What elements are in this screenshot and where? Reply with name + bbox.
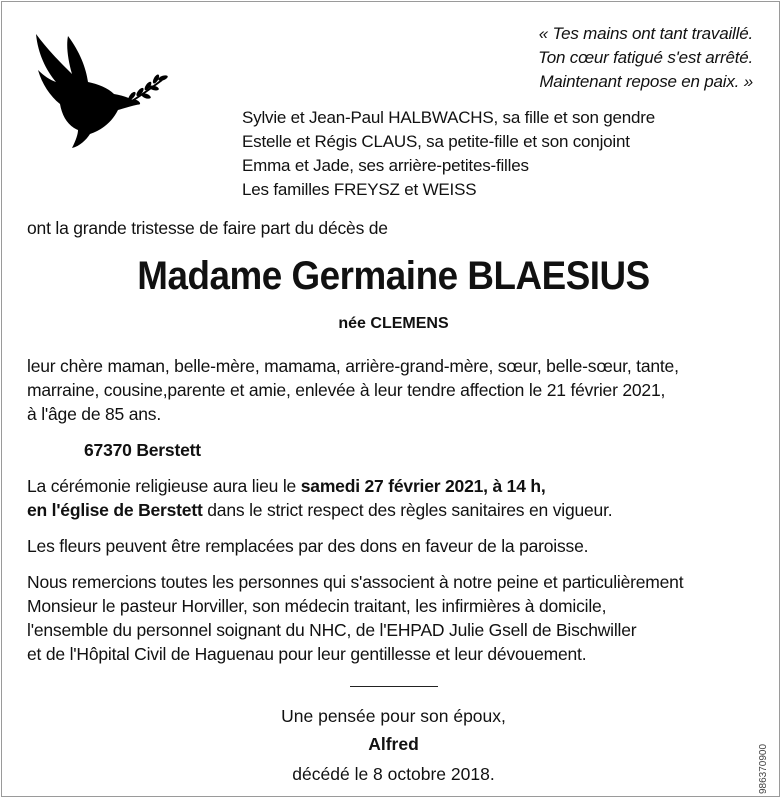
flowers-text: Les fleurs peuvent être remplacées par des dons en faveur de la paroisse.: [27, 536, 589, 556]
ceremony-place: en l'église de Berstett: [27, 500, 203, 520]
ceremony-line-2: [27, 498, 612, 522]
announcement-text: ont la grande tristesse de faire part du décès de: [27, 218, 388, 238]
thanks-line: Nous remercions toutes les personnes qui s'associent à notre peine et particulièrement: [27, 572, 684, 592]
memory-line: décédé le 8 octobre 2018.: [292, 764, 495, 784]
spouse-name: Alfred: [368, 734, 419, 754]
deceased-name: Madame Germaine BLAESIUS: [137, 254, 650, 298]
ceremony-text: La cérémonie religieuse aura lieu le: [27, 476, 301, 496]
maiden-name: née CLEMENS: [338, 315, 449, 332]
thanks-line: l'ensemble du personnel soignant du NHC, de l'EHPAD Julie Gsell de Bischwiller: [27, 620, 637, 640]
address: 67370 Berstett: [84, 440, 201, 460]
ceremony-date: samedi 27 février 2021, à 14 h,: [300, 476, 546, 496]
description-line: leur chère maman, belle-mère, mamama, arrière-grand-mère, sœur, belle-sœur, tante,: [27, 356, 679, 376]
divider: [350, 686, 438, 687]
reference-number: 986370900: [758, 743, 769, 794]
family-line: Les familles FREYSZ et WEISS: [242, 180, 477, 199]
quote-line: Ton cœur fatigué s'est arrêté.: [538, 48, 753, 67]
epitaph-quote: [538, 22, 753, 94]
family-line: Emma et Jade, ses arrière-petites-filles: [242, 156, 529, 175]
quote-line: « Tes mains ont tant travaillé.: [538, 24, 753, 43]
family-line: Sylvie et Jean-Paul HALBWACHS, sa fille et son gendre: [242, 108, 656, 127]
quote-line: Maintenant repose en paix. »: [539, 72, 753, 91]
description-line: à l'âge de 85 ans.: [27, 404, 162, 424]
memory-line: Une pensée pour son époux,: [281, 706, 506, 726]
description-line: marraine, cousine,parente et amie, enlevée à leur tendre affection le 21 février 2021,: [27, 380, 666, 400]
thanks-line: et de l'Hôpital Civil de Haguenau pour leur gentillesse et leur dévouement.: [27, 644, 587, 664]
thanks-line: Monsieur le pasteur Horviller, son médecin traitant, les infirmières à domicile,: [27, 596, 607, 616]
family-line: Estelle et Régis CLAUS, sa petite-fille et son conjoint: [242, 132, 630, 151]
ceremony-text: dans le strict respect des règles sanitaires en vigueur.: [202, 500, 613, 520]
obituary-notice: [1, 1, 780, 797]
dove-icon: [28, 30, 168, 150]
family-list: [242, 106, 655, 202]
ceremony-line-1: [27, 474, 546, 498]
